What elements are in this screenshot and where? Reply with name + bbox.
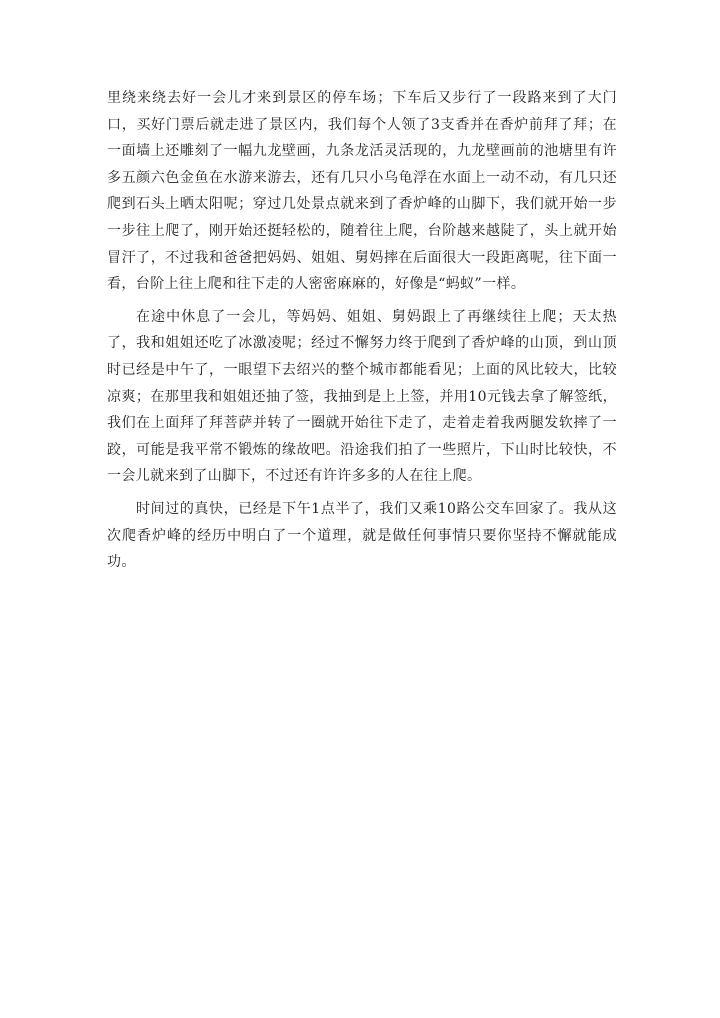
document-body <box>107 85 617 576</box>
paragraph-3: 时间过的真快，已经是下午1点半了，我们又乘10路公交车回家了。我从这次爬香炉峰的经历中明白了一个道理，就是做任何事情只要你坚持不懈就能成功。 <box>107 500 617 571</box>
paragraph-1: 里绕来绕去好一会儿才来到景区的停车场；下车后又步行了一段路来到了大门口，买好门票后就走进了景区内，我们每个人领了3支香并在香炉前拜了拜；在一面墙上还雕刻了一幅九龙壁画，九条龙活灵活现的，九龙壁画前的池塘里有许多五颜六色金鱼在水游来游去，还有几只小乌龟浮在水面上一动不动，有几只还爬到石头上晒太阳呢；穿过几处景点就来到了香炉峰的山脚下，我们就开始一步一步往上爬了，刚开始还挺轻松的，随着往上爬，台阶越来越陡了，头上就开始冒汗了，不过我和爸爸把妈妈、姐姐、舅妈摔在后面很大一段距离呢，往下面一看，台阶上往上爬和往下走的人密密麻麻的，好像是“蚂蚁”一样。 <box>107 90 617 293</box>
paragraph-2: 在途中休息了一会儿，等妈妈、姐姐、舅妈跟上了再继续往上爬；天太热了，我和姐姐还吃了冰激凌呢；经过不懈努力终于爬到了香炉峰的山顶，到山顶时已经是中午了，一眼望下去绍兴的整个城市都能看见；上面的风比较大，比较凉爽；在那里我和姐姐还抽了签，我抽到是上上签，并用10元钱去拿了解签纸，我们在上面拜了拜菩萨并转了一圈就开始往下走了，走着走着我两腿发软摔了一跤，可能是我平常不锻炼的缘故吧。沿途我们拍了一些照片，下山时比较快，不一会儿就来到了山脚下，不过还有许许多多的人在往上爬。 <box>107 308 617 485</box>
